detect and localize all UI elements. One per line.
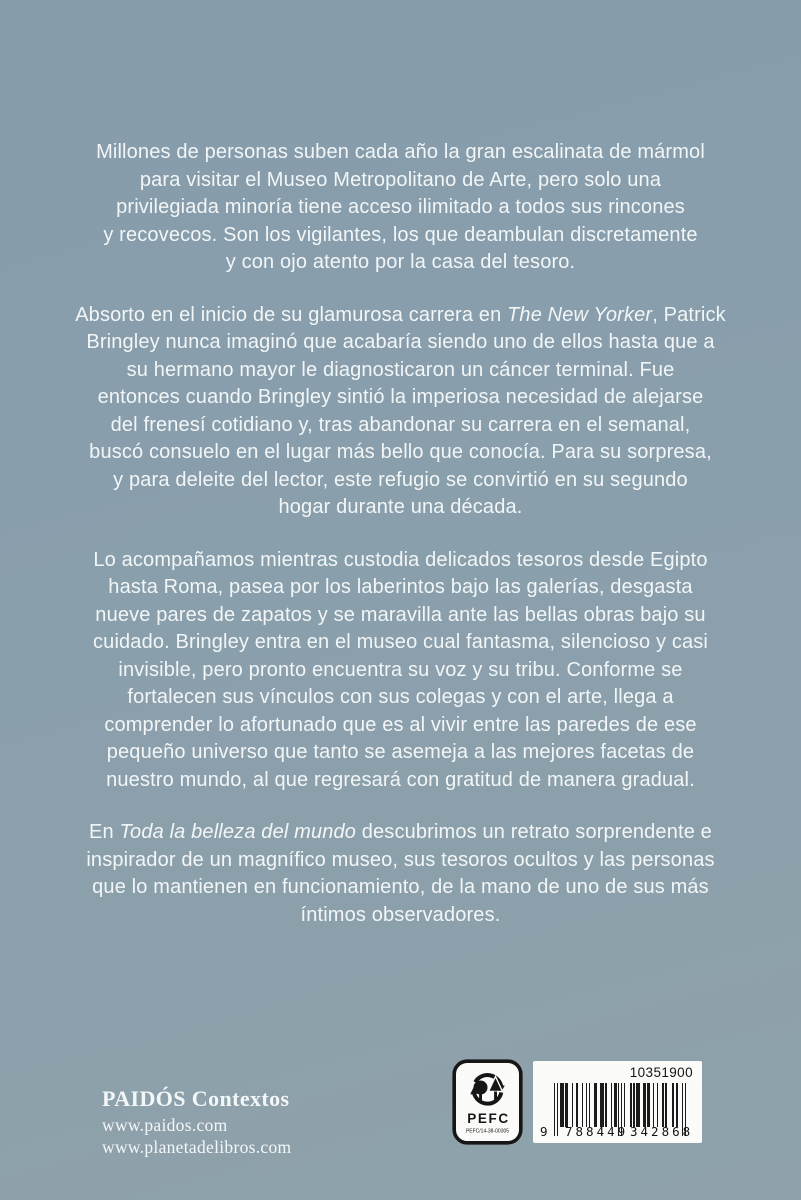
barcode-label [533,1061,702,1143]
isbn-digits [533,1124,702,1140]
imprint-name: PAIDÓS Contextos [102,1086,290,1111]
publisher-url-planetadelibros: www.planetadelibros.com [102,1136,292,1157]
pefc-label: PEFC [467,1111,510,1126]
barcode-top-number: 10351900 [629,1065,693,1080]
synopsis-paragraph: En Toda la belleza del mundo descubrimos un retrato sorprendente e inspirador de un magnífico museo, sus tesoros ocultos y las personas que lo mantienen en funcionamiento, de la mano de uno de sus más íntimos observadores. [86,821,715,926]
synopsis-paragraph: Lo acompañamos mientras custodia delicados tesoros desde Egipto hasta Roma, pasea por los laberintos bajo las galerías, desgasta nueve pares de zapatos y se maravilla ante las bellas obras bajo su cuidado. Bringley entra en el museo cual fantasma, silencioso y casi invisible, pero pronto encuentra su voz y su tribu. Conforme se fortalecen sus vínculos con sus colegas y con el arte, llega a comprender lo afortunado que es al vivir entre las paredes de ese pequeño universo que tanto se asemeja a las mejores facetas de nuestro mundo, al que regresará con gratitud de manera gradual. [93,548,708,791]
publisher-block [102,1086,291,1158]
isbn-group2: 342868 [630,1124,694,1139]
isbn-prefix: 9 [540,1124,548,1139]
synopsis [0,139,801,954]
pefc-badge [452,1059,523,1145]
pefc-code: PEFC/14-38-00305 [465,1128,510,1135]
isbn-group1: 788449 [565,1124,629,1139]
pefc-logo-icon [452,1059,523,1145]
synopsis-paragraph: Millones de personas suben cada año la gran escalinata de mármol para visitar el Museo Metropolitano de Arte, pero solo una privilegiada minoría tiene acceso ilimitado a todos sus rincones y recovecos. Son los vigilantes, los que deambulan discretamente y con ojo atento por la casa del tesoro. [96,141,705,273]
synopsis-paragraph: Absorto en el inicio de su glamurosa carrera en The New Yorker, Patrick Bringley nunca imaginó que acabaría siendo uno de ellos hasta que a su hermano mayor le diagnosticaron un cáncer terminal. Fue entonces cuando Bringley sintió la imperiosa necesidad de alejarse del frenesí cotidiano y, tras abandonar su carrera en el semanal, buscó consuelo en el lugar más bello que conocía. Para su sorpresa, y para deleite del lector, este refugio se convirtió en su segundo hogar durante una década. [75,303,726,518]
publisher-url-paidos: www.paidos.com [102,1115,228,1135]
